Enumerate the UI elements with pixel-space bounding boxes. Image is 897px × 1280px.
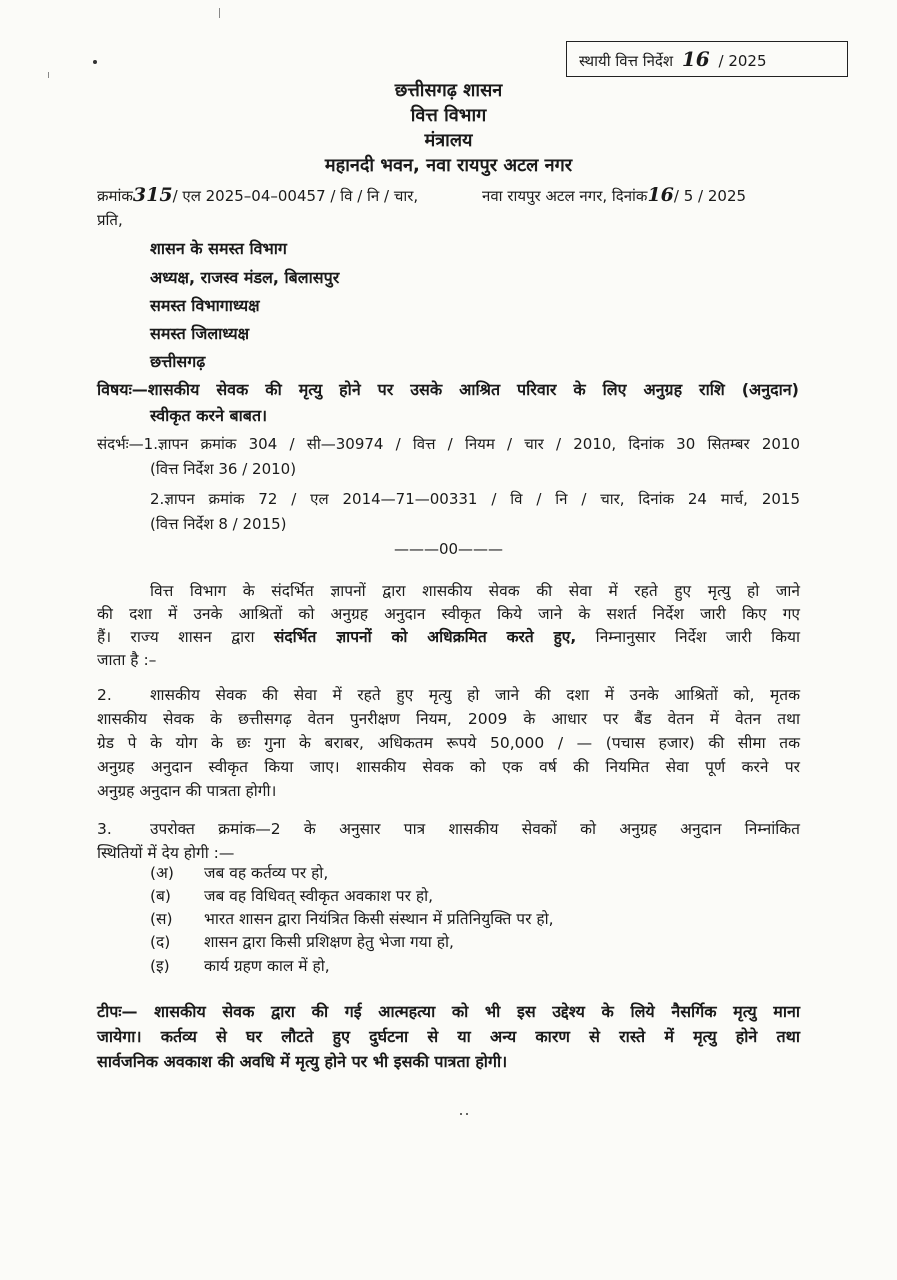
finance-box-number: 16: [681, 47, 710, 71]
date-line: [482, 184, 746, 206]
list-item-mark: (अ): [150, 864, 174, 882]
list-item-text: शासन द्वारा किसी प्रशिक्षण हेतु भेजा गया हो,: [204, 933, 454, 951]
subject-line-1: विषयः—शासकीय सेवक की मृत्यु होने पर उसके आश्रित परिवार के लिए अनुग्रह राशि (अनुदान): [97, 380, 799, 399]
note-line-3: सार्वजनिक अवकाश की अवधि में मृत्यु होने पर भी इसकी पात्रता होगी।: [97, 1052, 508, 1071]
para2-line-2: शासकीय सेवक के छत्तीसगढ़ वेतन पुनरीक्षण नियम, 2009 के आधार पर बैंड वेतन में वेतन तथा: [97, 710, 800, 728]
reference-label: क्रमांक: [97, 187, 133, 205]
para2-line-5: अनुग्रह अनुदान की पात्रता होगी।: [97, 782, 277, 800]
para3-line-1: उपरोक्त क्रमांक—2 के अनुसार पात्र शासकीय सेवकों को अनुग्रह अनुदान निम्नांकित: [150, 820, 800, 838]
date-rest: / 5 / 2025: [673, 187, 747, 205]
file-number: / एल 2025–04–00457 / वि / नि / चार,: [172, 187, 419, 205]
separator: ———00———: [393, 540, 504, 558]
list-item-mark: (इ): [150, 957, 170, 975]
ref-line-3: 2.ज्ञापन क्रमांक 72 / एल 2014—71—00331 / वि / नि / चार, दिनांक 24 मार्च, 2015: [150, 490, 800, 508]
scan-speck: [460, 1113, 462, 1115]
para2-line-4: अनुग्रह अनुदान स्वीकृत किया जाए। शासकीय सेवक को एक वर्ष की नियमित सेवा पूर्ण करने पर: [97, 758, 800, 776]
list-item-text: कार्य ग्रहण काल में हो,: [204, 957, 330, 975]
para2-line-3: ग्रेड पे के योग के छः गुना के बराबर, अधिकतम रूपये 50,000 / — (पचास हजार) की सीमा तक: [97, 734, 800, 752]
to-label: प्रति,: [97, 211, 123, 229]
list-item-text: जब वह विधिवत् स्वीकृत अवकाश पर हो,: [204, 887, 434, 905]
para3-number: 3.: [97, 820, 112, 838]
recipient-5: छत्तीसगढ़: [150, 352, 206, 371]
recipient-2: अध्यक्ष, राजस्व मंडल, बिलासपुर: [150, 268, 340, 287]
ref-line-2: (वित्त निर्देश 36 / 2010): [150, 460, 297, 478]
list-item-text: जब वह कर्तव्य पर हो,: [204, 864, 329, 882]
scan-speck: [93, 60, 97, 64]
ref-line-1: संदर्भः—1.ज्ञापन क्रमांक 304 / सी—30974 / वित्त / नियम / चार / 2010, दिनांक 30 सितम्बर 2010: [97, 435, 800, 453]
place-date-label: नवा रायपुर अटल नगर, दिनांक: [482, 187, 648, 205]
para1-line-3: [97, 626, 800, 649]
list-item-text: भारत शासन द्वारा नियंत्रित किसी संस्थान में प्रतिनियुक्ति पर हो,: [204, 910, 554, 928]
scan-speck: [466, 1113, 468, 1115]
reference-line: [97, 184, 418, 206]
finance-instruction-box: [566, 41, 848, 77]
para1-line-3-start: हैं। राज्य शासन द्वारा: [97, 628, 274, 646]
para1-line-1: वित्त विभाग के संदर्भित ज्ञापनों द्वारा शासकीय सेवक की सेवा में रहते हुए मृत्यु हो जाने: [150, 582, 800, 600]
recipient-1: शासन के समस्त विभाग: [150, 239, 287, 258]
para2-number: 2.: [97, 686, 112, 704]
para2-line-1: शासकीय सेवक की सेवा में रहते हुए मृत्यु हो जाने की दशा में उनके आश्रितों को, मृतक: [150, 686, 800, 704]
para1-line-3-bold: संदर्भित ज्ञापनों को अधिक्रमित करते हुए,: [273, 628, 577, 646]
finance-box-year: / 2025: [718, 52, 767, 70]
header-ministry: मंत्रालय: [424, 130, 473, 151]
note-line-1: टीपः— शासकीय सेवक द्वारा की गई आत्महत्या को भी इस उद्देश्य के लिये नैसर्गिक मृत्यु माना: [97, 1002, 800, 1021]
finance-box-prefix: स्थायी वित्त निर्देश: [579, 52, 674, 70]
header-government: छत्तीसगढ़ शासन: [394, 80, 503, 101]
para1-line-4: जाता है :–: [97, 651, 157, 669]
para1-line-2: की दशा में उनके आश्रितों को अनुग्रह अनुदान स्वीकृत किये जाने के सशर्त निर्देश जारी किए गए: [97, 605, 800, 623]
ref-line-4: (वित्त निर्देश 8 / 2015): [150, 515, 287, 533]
header-address: महानदी भवन, नवा रायपुर अटल नगर: [324, 155, 573, 176]
handwritten-date: 16: [647, 184, 674, 206]
para1-line-3-end: निम्नानुसार निर्देश जारी किया: [576, 628, 801, 646]
header-department: वित्त विभाग: [410, 105, 487, 126]
handwritten-number: 315: [132, 184, 173, 206]
recipient-4: समस्त जिलाध्यक्ष: [150, 324, 250, 343]
note-line-2: जायेगा। कर्तव्य से घर लौटते हुए दुर्घटना से या अन्य कारण से रास्ते में मृत्यु होने तथा: [97, 1027, 800, 1046]
para3-line-2: स्थितियों में देय होगी :—: [97, 844, 235, 862]
list-item-mark: (ब): [150, 887, 171, 905]
list-item-mark: (द): [150, 933, 171, 951]
scan-speck: [219, 8, 220, 18]
recipient-3: समस्त विभागाध्यक्ष: [150, 296, 260, 315]
list-item-mark: (स): [150, 910, 173, 928]
subject-line-2: स्वीकृत करने बाबत।: [150, 406, 268, 425]
